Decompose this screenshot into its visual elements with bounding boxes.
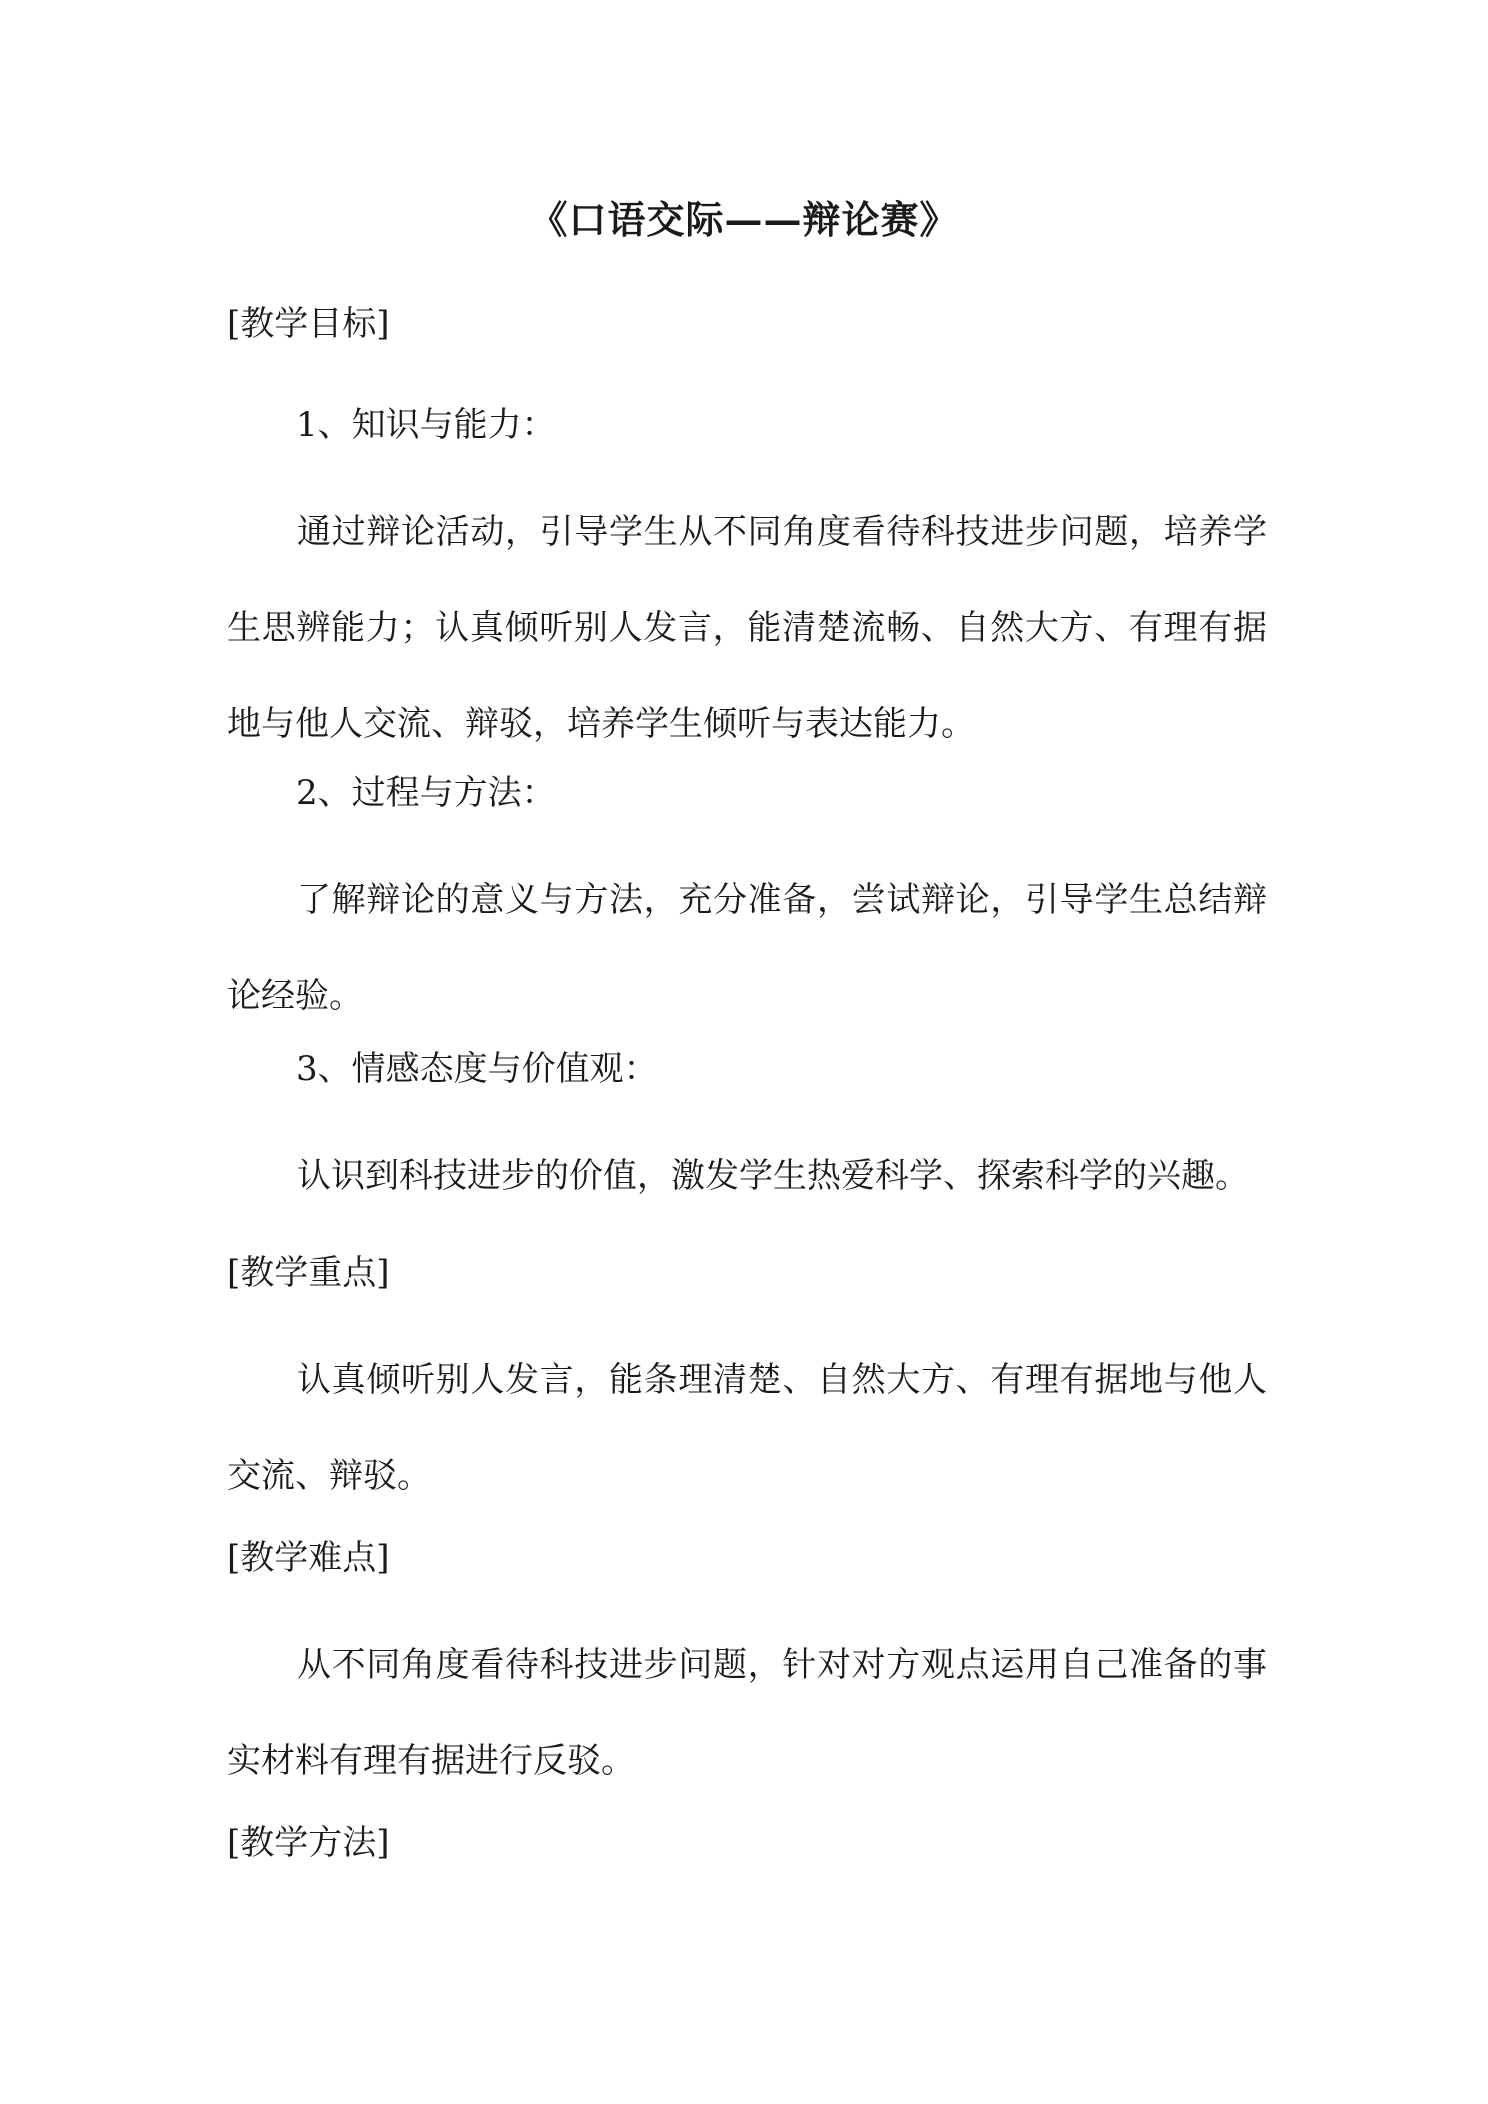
document-title: 《口语交际——辩论赛》 — [529, 197, 959, 242]
section-heading-methods: [教学方法] — [227, 1823, 390, 1863]
section-heading-objectives: [教学目标] — [227, 304, 390, 344]
objective-text-knowledge: 通过辩论活动，引导学生从不同角度看待科技进步问题，培养学生思辨能力；认真倾听别人发言，能清楚流畅、自然大方、有理有据地与他人交流、辩驳，培养学生倾听与表达能力。 — [227, 512, 1267, 744]
difficulties-text: 从不同角度看待科技进步问题，针对对方观点运用自己准备的事实材料有理有据进行反驳。 — [227, 1645, 1267, 1781]
objective-label-values: 3、情感态度与价值观： — [296, 1049, 658, 1089]
objective-text-values: 认识到科技进步的价值，激发学生热爱科学、探索科学的兴趣。 — [297, 1156, 1249, 1196]
objective-label-knowledge: 1、知识与能力： — [296, 405, 556, 445]
key-points-text: 认真倾听别人发言，能条理清楚、自然大方、有理有据地与他人交流、辩驳。 — [227, 1360, 1267, 1496]
objective-label-process: 2、过程与方法： — [296, 773, 556, 813]
objective-text-process: 了解辩论的意义与方法，充分准备，尝试辩论，引导学生总结辩论经验。 — [227, 880, 1267, 1016]
section-heading-difficulties: [教学难点] — [227, 1538, 390, 1578]
section-heading-key-points: [教学重点] — [227, 1253, 390, 1293]
